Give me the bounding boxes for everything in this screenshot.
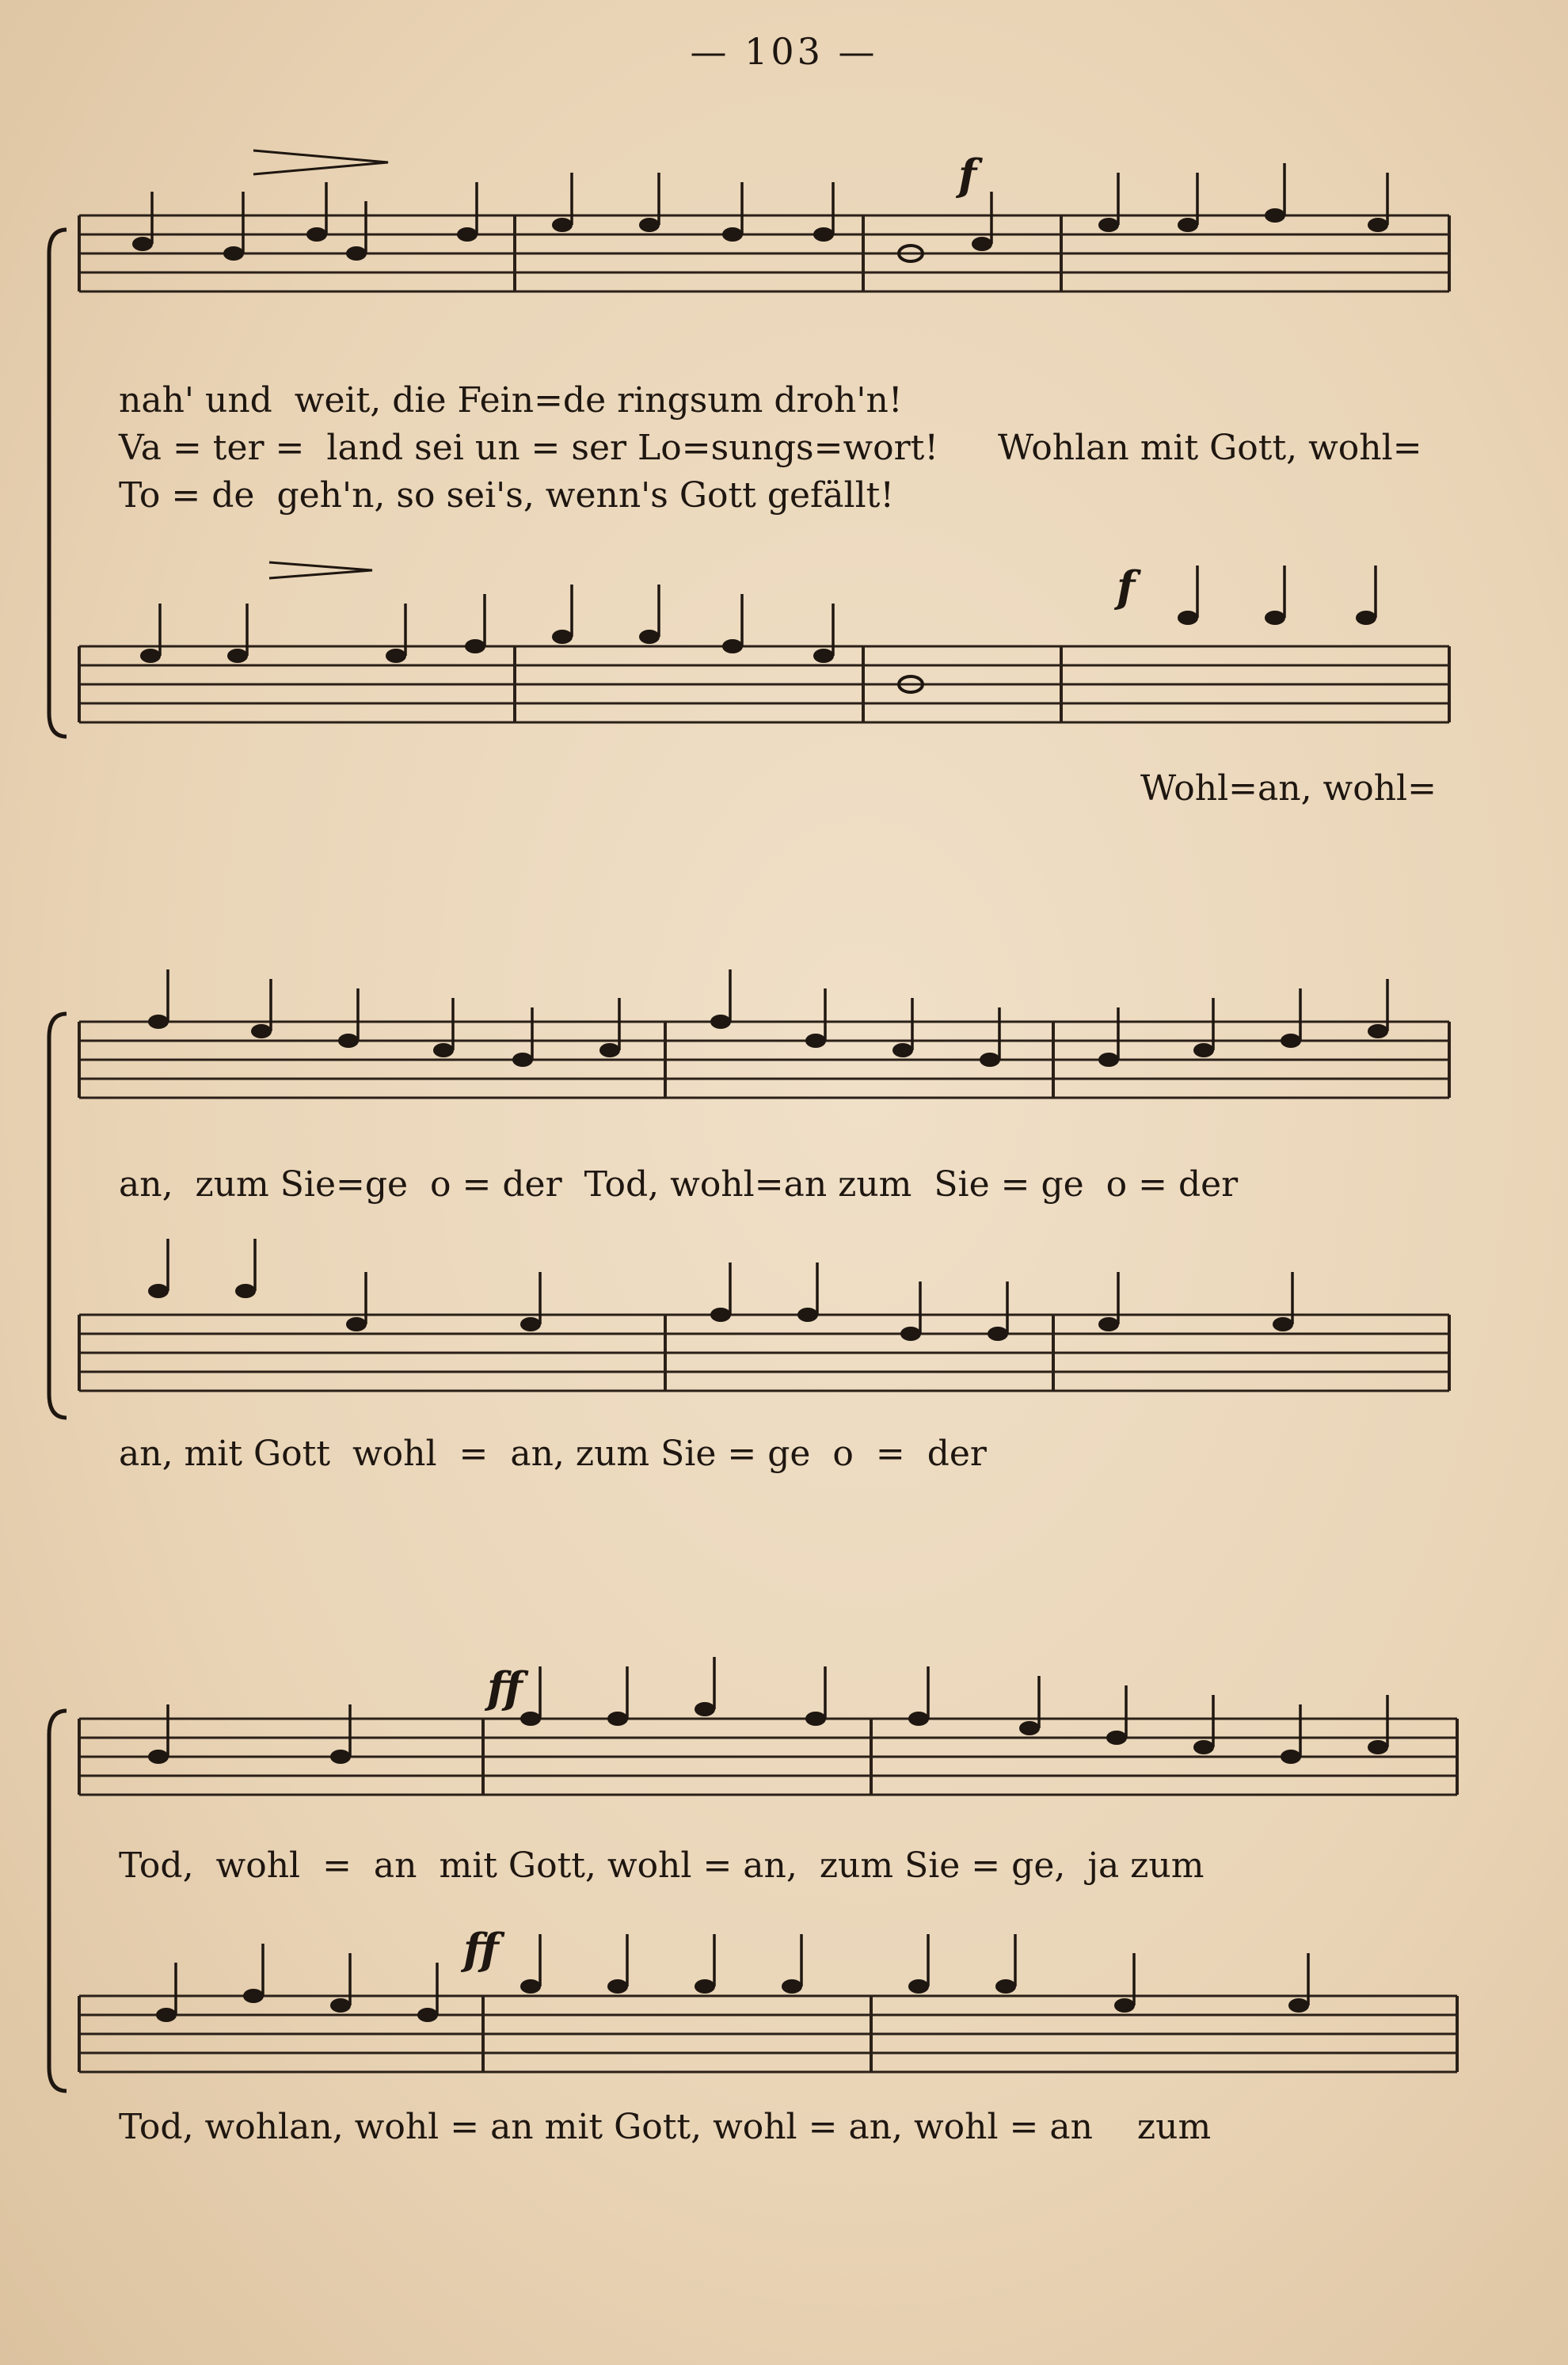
lyric-lower: Wohl=an, wohl= [1140,768,1437,809]
lyric-lower: Tod, wohlan, wohl = an mit Gott, wohl = an, wohl = an zum [119,2107,1212,2147]
dynamic-upper: ff [487,1662,523,1713]
music-system-3 [0,1608,1568,2178]
upper-notes [132,163,1388,261]
lyric-line-3: To = de geh'n, so sei's, wenn's Gott gefällt! [119,475,895,516]
upper-staff [79,1719,1457,1795]
dynamic-upper: f [958,150,977,200]
music-system-1 [0,95,1568,809]
score-system-3 [0,1608,1568,2178]
accent-mark [253,150,388,174]
lyric-line-2: Va = ter = land sei un = ser Lo=sungs=wort! [119,428,939,468]
upper-notes [148,969,1388,1067]
lower-staff [79,1996,1457,2072]
lower-staff [79,1315,1449,1391]
lower-notes [140,566,1376,692]
upper-staff [79,215,1449,291]
lyric-upper: an, zum Sie=ge o = der Tod, wohl=an zum Sie = ge o = der [119,1164,1239,1205]
lower-notes [148,1239,1293,1341]
system-brace [49,1014,67,1418]
dynamic-lower: f [1117,562,1136,612]
upper-staff [79,1022,1449,1098]
dynamic-lower: ff [463,1924,499,1975]
accent-mark [269,562,372,578]
page-number: — 103 — [690,30,878,73]
upper-notes [148,1657,1388,1764]
score-system-2 [0,919,1568,1521]
lyric-line-1: nah' und weit, die Fein=de ringsum droh'n! [119,380,903,421]
lyric-lower: an, mit Gott wohl = an, zum Sie = ge o = der [119,1434,987,1474]
system-brace [49,1711,67,2091]
music-system-2 [0,919,1568,1521]
lyric-side-text: Wohlan mit Gott, wohl= [998,428,1422,468]
lyric-upper: Tod, wohl = an mit Gott, wohl = an, zum Sie = ge, ja zum [119,1845,1205,1886]
lower-notes [156,1934,1309,2022]
lower-staff [79,646,1449,722]
system-brace [49,230,67,737]
